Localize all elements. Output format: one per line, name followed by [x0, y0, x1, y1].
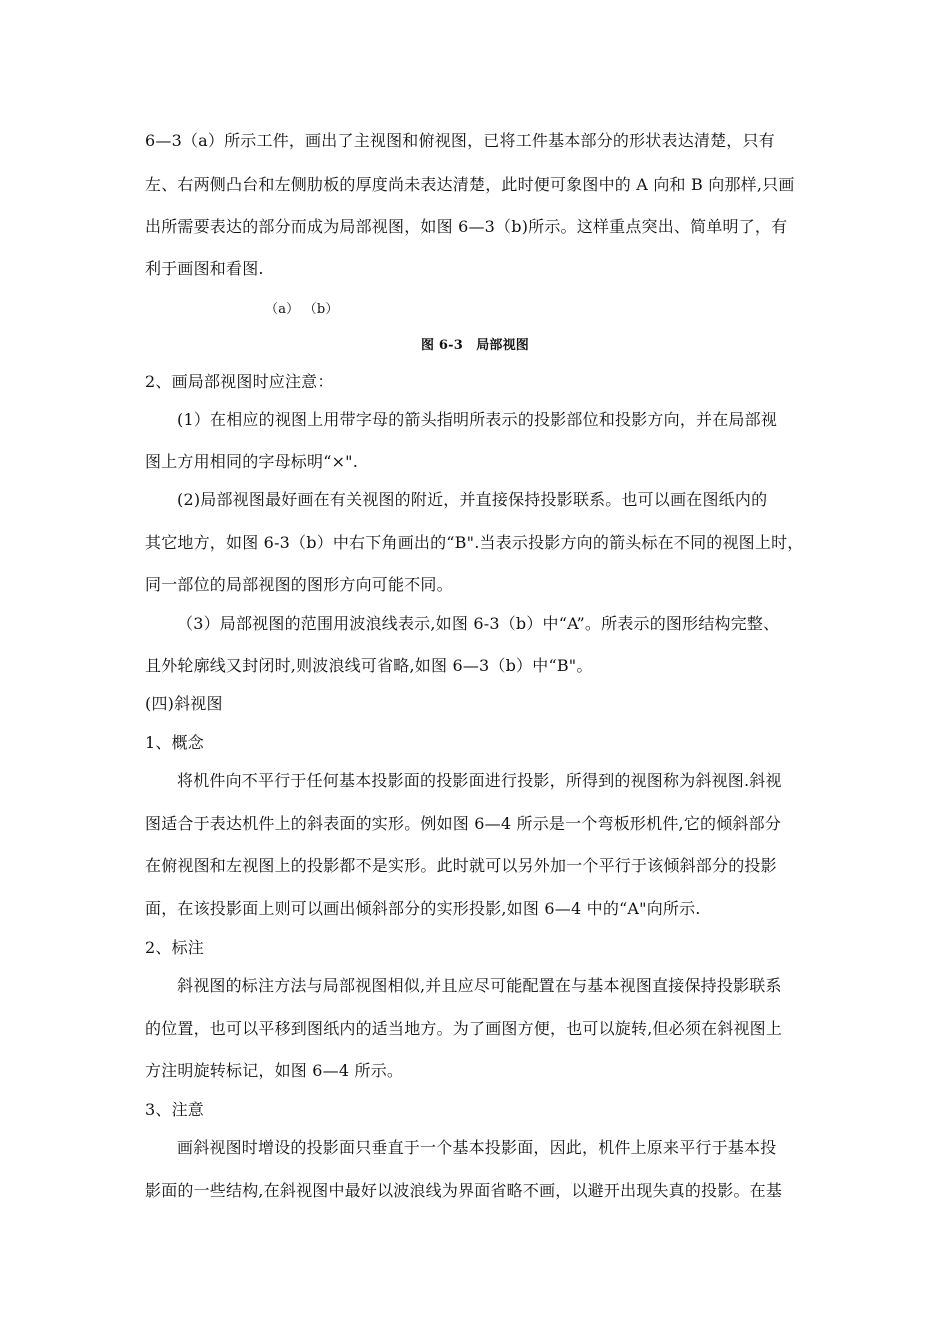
paragraph-line: 出所需要表达的部分而成为局部视图，如图 6—3（b)所示。这样重点突出、简单明了，有	[145, 217, 788, 236]
paragraph-line: 图上方用相同的字母标明“×".	[145, 452, 359, 471]
paragraph-line: 且外轮廓线又封闭时,则波浪线可省略,如图 6—3（b）中“B"。	[145, 656, 593, 675]
paragraph-line: 影面的一些结构,在斜视图中最好以波浪线为界面省略不画，以避开出现失真的投影。在基	[145, 1181, 783, 1200]
paragraph-line: (1）在相应的视图上用带字母的箭头指明所表示的投影部位和投影方向，并在局部视	[177, 410, 778, 429]
figure-caption: 图 6-3 局部视图	[420, 338, 529, 353]
section-heading: (四)斜视图	[145, 694, 223, 713]
paragraph-line: 将机件向不平行于任何基本投影面的投影面进行投影，所得到的视图称为斜视图.斜视	[177, 771, 782, 790]
paragraph-line: 面，在该投影面上则可以画出倾斜部分的实形投影,如图 6—4 中的“A"向所示.	[145, 899, 701, 918]
paragraph-line: 图适合于表达机件上的斜表面的实形。例如图 6—4 所示是一个弯板形机件,它的倾斜部分	[145, 814, 782, 833]
section-heading: 2、标注	[145, 938, 204, 957]
paragraph-line: 画斜视图时增设的投影面只垂直于一个基本投影面，因此，机件上原来平行于基本投	[177, 1138, 777, 1157]
section-heading: 1、概念	[145, 733, 204, 752]
paragraph-line: 在俯视图和左视图上的投影都不是实形。此时就可以另外加一个平行于该倾斜部分的投影	[145, 856, 777, 875]
paragraph-line: 同一部位的局部视图的图形方向可能不同。	[145, 575, 453, 594]
section-heading: 2、画局部视图时应注意：	[145, 372, 334, 391]
paragraph-line: （3）局部视图的范围用波浪线表示,如图 6-3（b）中“A”。所表示的图形结构完整、	[177, 614, 780, 633]
figure-subcaptions: （a） （b）	[265, 302, 339, 317]
paragraph-line: 左、右两侧凸台和左侧肋板的厚度尚未表达清楚，此时便可象图中的 A 向和 B 向那样,只画	[145, 175, 795, 194]
section-heading: 3、注意	[145, 1100, 204, 1119]
paragraph-line: 斜视图的标注方法与局部视图相似,并且应尽可能配置在与基本视图直接保持投影联系	[177, 976, 782, 995]
paragraph-line: 方注明旋转标记，如图 6—4 所示。	[145, 1061, 404, 1080]
paragraph-line: (2)局部视图最好画在有关视图的附近，并直接保持投影联系。也可以画在图纸内的	[177, 490, 768, 509]
paragraph-line: 的位置，也可以平移到图纸内的适当地方。为了画图方便，也可以旋转,但必须在斜视图上	[145, 1019, 783, 1038]
paragraph-line: 其它地方，如图 6-3（b）中右下角画出的“B".当表示投影方向的箭头标在不同的视图上时，	[145, 533, 804, 552]
paragraph-line: 6—3（a）所示工件，画出了主视图和俯视图，已将工件基本部分的形状表达清楚，只有	[145, 131, 775, 150]
paragraph-line: 利于画图和看图.	[145, 259, 264, 278]
